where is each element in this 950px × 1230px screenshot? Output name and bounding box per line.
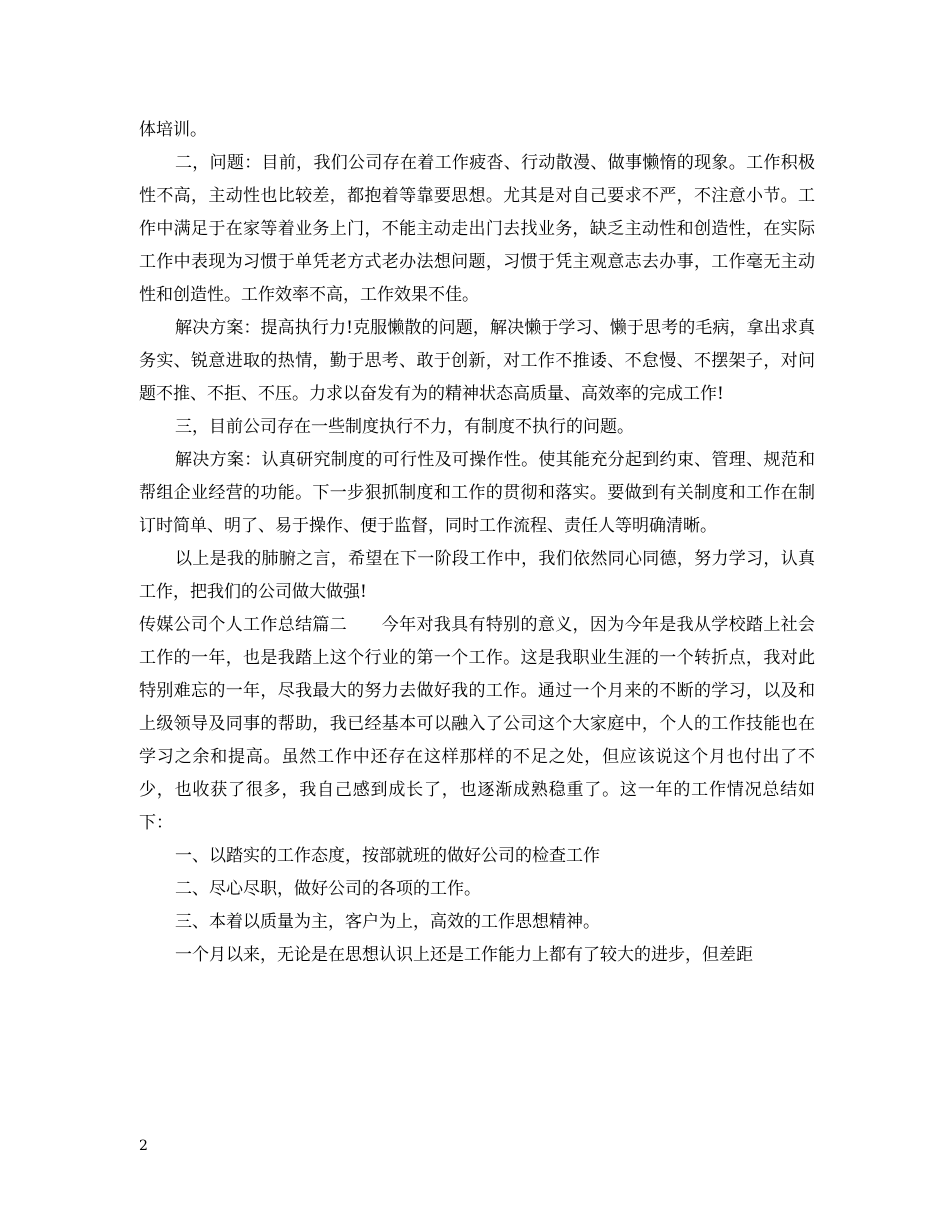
list-item-two: 二、尽心尽职，做好公司的各项的工作。	[175, 879, 481, 899]
paragraph-solution-three: 解决方案：认真研究制度的可行性及可操作性。使其能充分起到约束、管理、规范和帮组企业经营的功能。下一步狠抓制度和工作的贯彻和落实。要做到有关制度和工作在制订时简单、明了、易于操作、便于监督，同时工作流程、责任人等明确清晰。	[139, 450, 815, 536]
paragraph-continuation: 体培训。	[139, 120, 207, 140]
document-body	[139, 114, 815, 972]
list-item-three: 三、本着以质量为主，客户为上，高效的工作思想精神。	[175, 912, 600, 932]
paragraph-problem-three: 三，目前公司存在一些制度执行不力，有制度不执行的问题。	[175, 417, 634, 437]
paragraph-closing: 以上是我的肺腑之言，希望在下一阶段工作中，我们依然同心同德，努力学习，认真工作，把我们的公司做大做强!	[139, 549, 815, 602]
paragraph-part-two-intro: 传媒公司个人工作总结篇二 今年对我具有特别的意义，因为今年是我从学校踏上社会工作的一年，也是我踏上这个行业的第一个工作。这是我职业生涯的一个转折点，我对此特别难忘的一年，尽我最大的努力去做好我的工作。通过一个月来的不断的学习，以及和上级领导及同事的帮助，我已经基本可以融入了公司这个大家庭中，个人的工作技能也在学习之余和提高。虽然工作中还存在这样那样的不足之处，但应该说这个月也付出了不少，也收获了很多，我自己感到成长了，也逐渐成熟稳重了。这一年的工作情况总结如下：	[139, 615, 815, 833]
list-item-one: 一、以踏实的工作态度，按部就班的做好公司的检查工作	[175, 846, 600, 866]
paragraph-problem-two: 二，问题：目前，我们公司存在着工作疲沓、行动散漫、做事懒惰的现象。工作积极性不高，主动性也比较差，都抱着等靠要思想。尤其是对自己要求不严，不注意小节。工作中满足于在家等着业务上门，不能主动走出门去找业务，缺乏主动性和创造性，在实际工作中表现为习惯于单凭老方式老办法想问题，习惯于凭主观意志去办事，工作毫无主动性和创造性。工作效率不高，工作效果不佳。	[139, 153, 815, 305]
paragraph-solution-two: 解决方案：提高执行力!克服懒散的问题，解决懒于学习、懒于思考的毛病，拿出求真务实、锐意进取的热情，勤于思考、敢于创新，对工作不推诿、不怠慢、不摆架子，对问题不推、不拒、不压。力求以奋发有为的精神状态高质量、高效率的完成工作!	[139, 318, 815, 404]
page-number: 2	[139, 1138, 148, 1154]
paragraph-final: 一个月以来，无论是在思想认识上还是工作能力上都有了较大的进步，但差距	[175, 945, 753, 965]
